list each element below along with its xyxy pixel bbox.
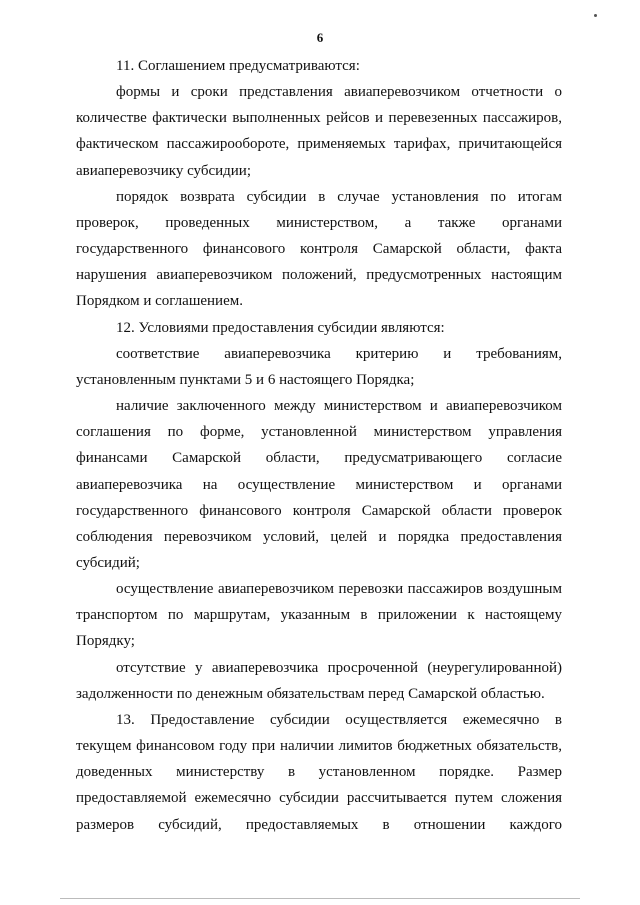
paragraph-reporting-forms: формы и сроки представления авиаперевозчиком отчетности о количестве фактически выполненных рейсов и перевезенных пассажиров, фактическом пассажирообороте, применяемых тарифах, причитающейся авиаперевозчику субсидии;	[76, 84, 562, 179]
document-body	[76, 53, 562, 838]
paragraph-criteria-compliance: соответствие авиаперевозчика критерию и требованиям, установленным пунктами 5 и 6 настоящего Порядка;	[76, 345, 562, 388]
paragraph-11-heading: 11. Соглашением предусматриваются:	[116, 58, 360, 74]
paragraph-no-debt: отсутствие у авиаперевозчика просроченной (неурегулированной) задолженности по денежным обязательствам перед Самарской областью.	[76, 659, 562, 702]
paragraph-13-monthly-subsidy: 13. Предоставление субсидии осуществляется ежемесячно в текущем финансовом году при наличии лимитов бюджетных обязательств, доведенных министерству в установленном порядке. Размер предоставляемой ежемесячно субсидии рассчитывается путем сложения размеров субсидий, предоставляемых в отношении каждого	[76, 711, 562, 833]
paragraph-air-transport: осуществление авиаперевозчиком перевозки пассажиров воздушным транспортом по маршрутам, указанным в приложении к настоящему Порядку;	[76, 581, 562, 650]
page-bottom-edge	[60, 898, 580, 899]
paragraph-12-heading: 12. Условиями предоставления субсидии являются:	[116, 319, 445, 336]
scan-mark	[594, 14, 597, 17]
paragraph-agreement-existence: наличие заключенного между министерством и авиаперевозчиком соглашения по форме, установленной министерством управления финансами Самарской области, предусматривающего согласие авиаперевозчика на осуществление министерством и органами государственного финансового контроля Самарской области проверок соблюдения перевозчиком условий, целей и порядка предоставления субсидий;	[76, 398, 562, 571]
paragraph-refund-procedure: порядок возврата субсидии в случае установления по итогам проверок, проведенных министерством, а также органами государственного финансового контроля Самарской области, факта нарушения авиаперевозчиком положений, предусмотренных настоящим Порядком и соглашением.	[76, 188, 562, 310]
page-number: 6	[316, 30, 324, 45]
